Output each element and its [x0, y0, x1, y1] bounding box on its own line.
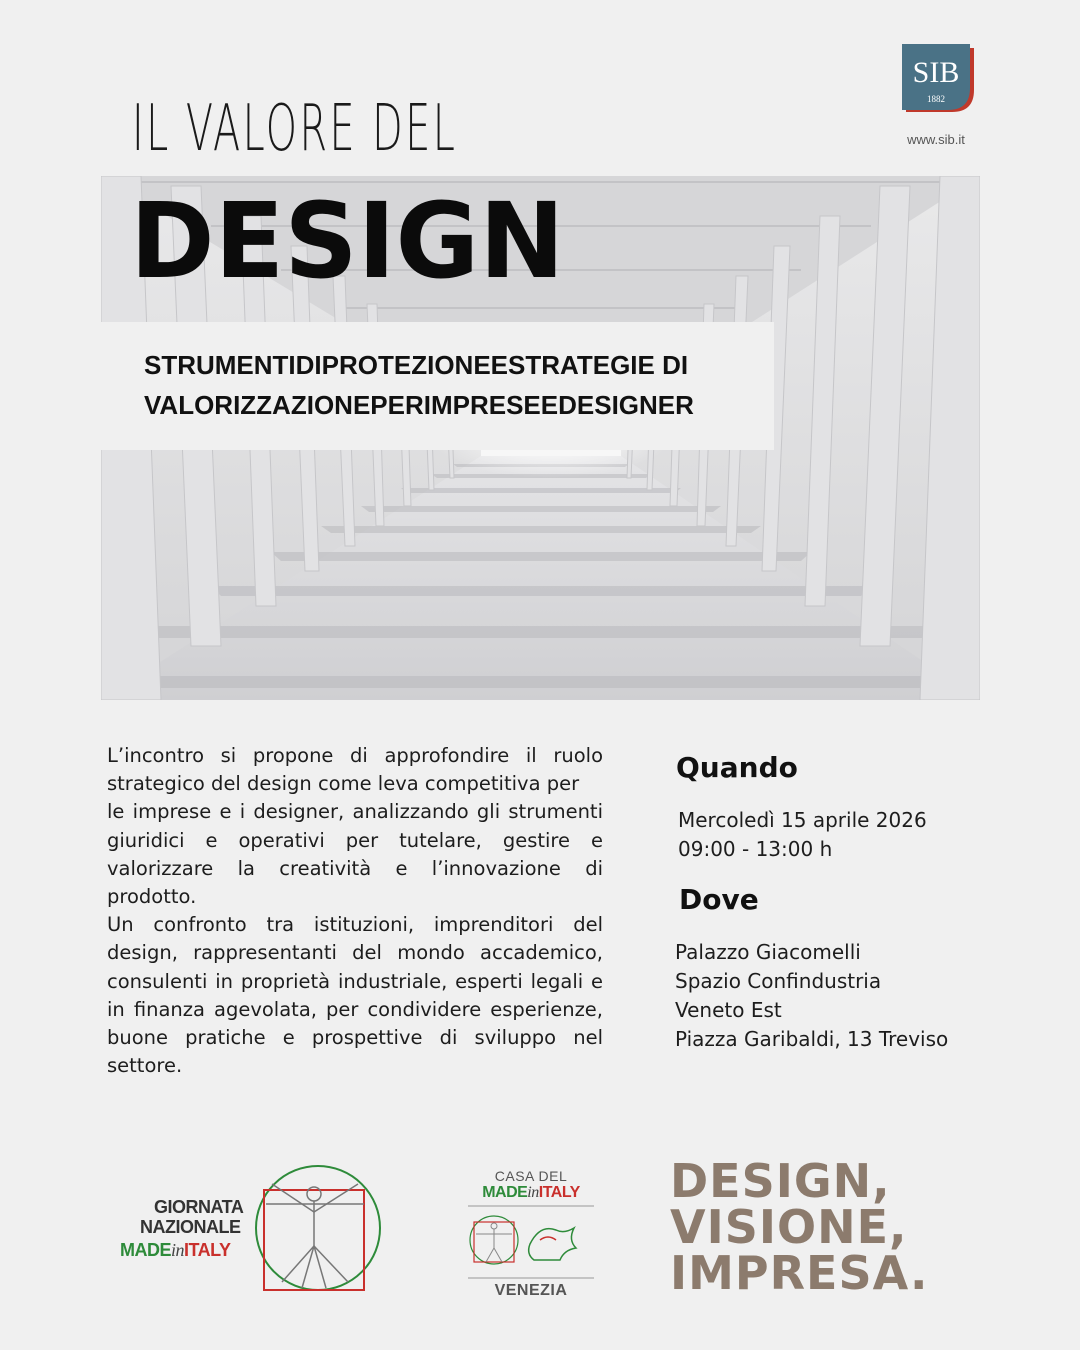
description-paragraph: L’incontro si propone di approfondire il ruolo strategico del design come leva competitiva per — [107, 744, 603, 796]
subtitle-line-1: STRUMENTIDIPROTEZIONEESTRATEGIE DI — [144, 350, 689, 380]
sib-url[interactable]: www.sib.it — [907, 132, 965, 147]
sib-logo — [902, 44, 978, 116]
casa-line-1: CASA DEL — [494, 1168, 568, 1184]
gn-made-in-italy — [120, 1240, 231, 1261]
vitruvian-lion-icon — [464, 1204, 598, 1280]
venue-line: Spazio Confindustria — [675, 969, 882, 993]
made-word: MADE — [120, 1240, 171, 1260]
casa-made-in-italy-logo — [464, 1166, 598, 1302]
slogan-line: VISIONE, — [670, 1200, 908, 1254]
made-word: MADE — [482, 1184, 528, 1201]
where-heading: Dove — [679, 883, 759, 916]
gn-line-2: NAZIONALE — [140, 1217, 241, 1237]
casa-city: VENEZIA — [494, 1282, 568, 1299]
title-main: DESIGN — [130, 180, 565, 302]
in-word: in — [171, 1240, 185, 1260]
casa-made-in-italy — [464, 1184, 598, 1202]
vitruvian-man-icon — [252, 1164, 384, 1294]
event-description — [107, 742, 603, 1080]
when-heading: Quando — [676, 751, 798, 784]
title-top: IL VALORE DEL — [132, 92, 458, 166]
slogan-line: IMPRESA. — [670, 1246, 929, 1300]
subtitle-line-2: VALORIZZAZIONEPERIMPRESEEDESIGNER — [144, 390, 694, 420]
subtitle-box — [101, 322, 774, 450]
in-word: in — [527, 1184, 539, 1201]
venue-line: Veneto Est — [675, 998, 782, 1022]
giornata-nazionale-logo — [120, 1164, 384, 1294]
venue-line: Palazzo Giacomelli — [675, 940, 861, 964]
venue-line: Piazza Garibaldi, 13 Treviso — [675, 1027, 949, 1051]
italy-word: ITALY — [184, 1240, 231, 1260]
sib-logo-year: 1882 — [927, 94, 945, 104]
gn-line-1: GIORNATA — [154, 1197, 244, 1217]
sib-logo-text: SIB — [912, 56, 960, 89]
italy-word: ITALY — [538, 1184, 580, 1201]
slogan-line: DESIGN, — [670, 1154, 891, 1208]
event-date: Mercoledì 15 aprile 2026 — [678, 808, 927, 832]
description-paragraph: Un confronto tra istituzioni, imprenditori del design, rappresentanti del mondo accademico, consulenti in proprietà industriale, esperti legali e in finanza agevolata, per condividere esperienze, buone pratiche e prospettive di sviluppo nel settore. — [107, 913, 603, 1078]
description-paragraph: le imprese e i designer, analizzando gli strumenti giuridici e operativi per tutelare, gestire e valorizzare la creatività e l’innovazione di prodotto. — [107, 800, 603, 909]
event-time: 09:00 - 13:00 h — [678, 837, 833, 861]
slogan — [670, 1154, 929, 1300]
